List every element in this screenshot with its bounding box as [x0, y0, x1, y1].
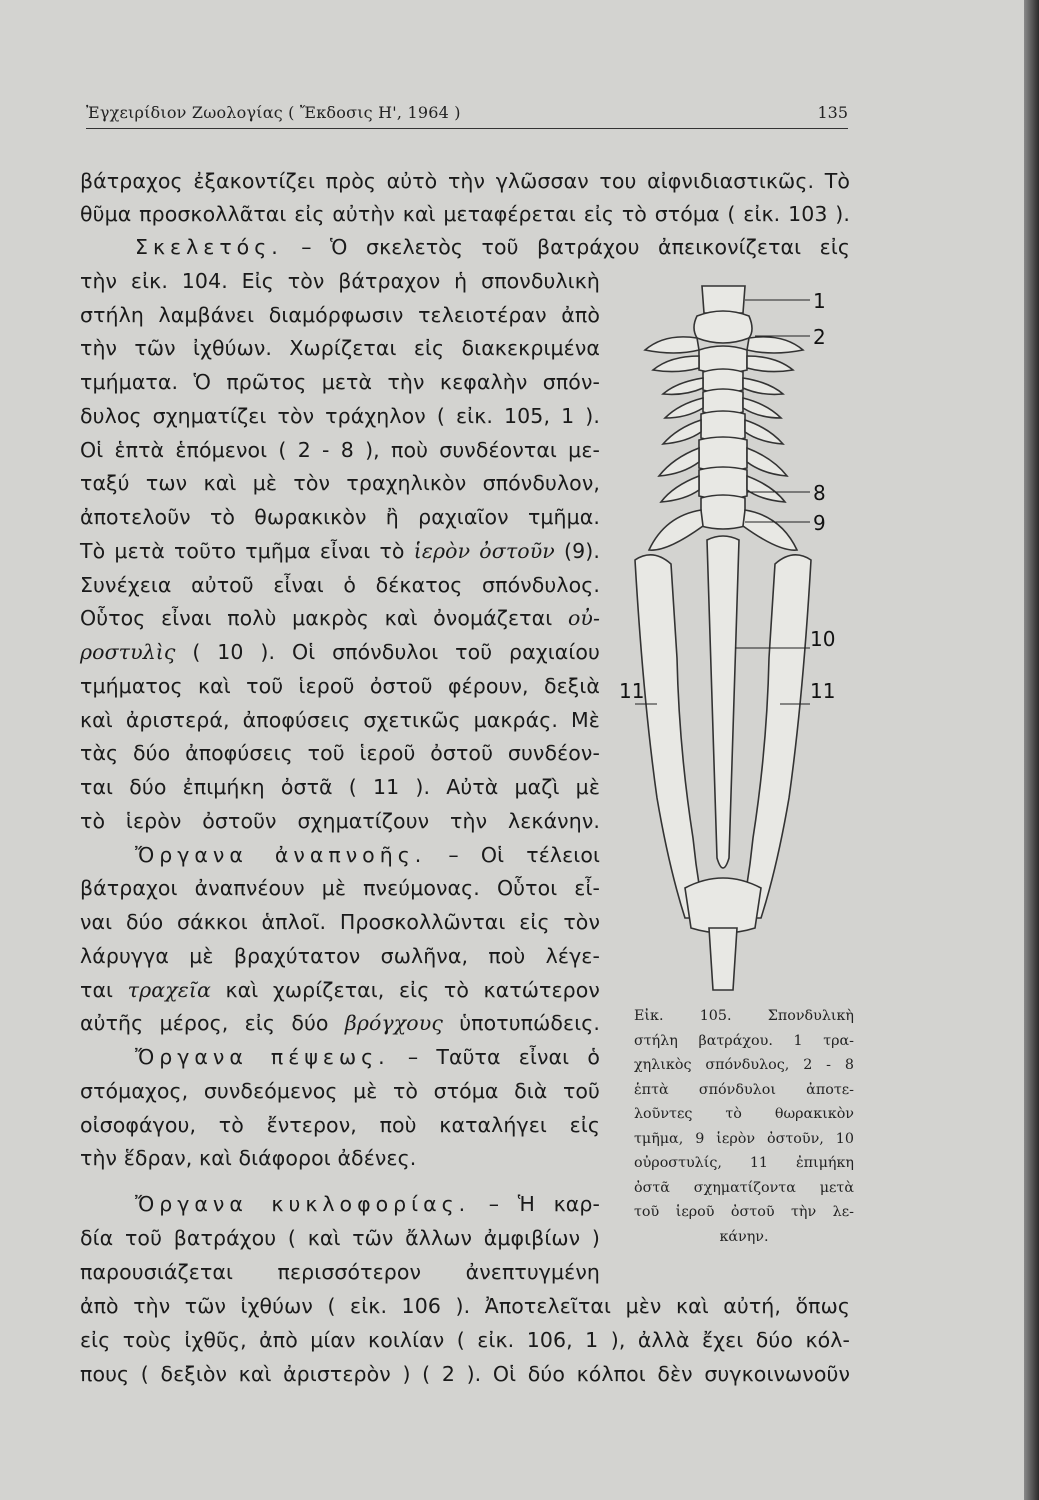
caption-line: τοῦ ἱεροῦ ὀστοῦ τὴν λε- — [634, 1204, 854, 1220]
label-2: 2 — [813, 325, 826, 349]
header-rule — [86, 128, 848, 129]
text-line: δυλος σχηματίζει τὸν τράχηλον ( εἰκ. 105, 1 ). — [80, 404, 600, 428]
section-term-circulation: Ὄργανα κυκλοφορίας. — [135, 1192, 471, 1216]
term-urostyle-cont: ροστυλὶς — [80, 640, 176, 664]
section-term-skeleton: Σκελετός. — [135, 235, 283, 259]
caption-line: ὀστᾶ σχηματίζοντα μετὰ — [634, 1179, 854, 1196]
label-11-right: 11 — [810, 679, 836, 703]
section-term-digestion: Ὄργανα πέψεως. — [135, 1045, 390, 1069]
text-line: τὸ ἱερὸν ὀστοῦν σχηματίζουν τὴν λεκάνην. — [80, 809, 600, 833]
text-line: τὰς δύο ἀποφύσεις τοῦ ἱεροῦ ὀστοῦ συνδέον- — [80, 741, 600, 765]
caption-line: τμῆμα, 9 ἱερὸν ὀστοῦν, 10 — [634, 1130, 854, 1147]
text-line: εἰς τοὺς ἰχθῦς, ἀπὸ μίαν κοιλίαν ( εἰκ. 106, 1 ), ἀλλὰ ἔχει δύο κόλ- — [80, 1328, 850, 1352]
text-line: δία τοῦ βατράχου ( καὶ τῶν ἄλλων ἀμφιβίων ) — [80, 1226, 600, 1250]
vertebral-column-illustration — [605, 278, 855, 1018]
text-line: τμήματος καὶ τοῦ ἱεροῦ ὀστοῦ φέρουν, δεξιὰ — [80, 674, 600, 698]
term-sacrum: ἱερὸν ὀστοῦν — [413, 539, 555, 563]
text-line: ται τραχεῖα καὶ χωρίζεται, εἰς τὸ κατώτερον — [80, 978, 600, 1002]
page-edge-shadow — [1024, 0, 1039, 1500]
caption-line: ἑπτὰ σπόνδυλοι ἀποτε- — [634, 1081, 854, 1098]
caption-line: λοῦντες τὸ θωρακικὸν — [634, 1106, 854, 1122]
text-line: Τὸ μετὰ τοῦτο τμῆμα εἶναι τὸ ἱερὸν ὀστοῦν (9). — [80, 539, 600, 563]
label-11-left: 11 — [619, 679, 645, 703]
figure-caption — [634, 1004, 854, 1249]
text-line: Οὗτος εἶναι πολὺ μακρὸς καὶ ὀνομάζεται οὐ- — [80, 606, 600, 630]
text-line: ταξύ των καὶ μὲ τὸν τραχηλικὸν σπόνδυλον, — [80, 471, 600, 495]
figure-vertebral-column — [605, 278, 855, 1018]
text-line: πους ( δεξιὸν καὶ ἀριστερὸν ) ( 2 ). Οἱ δύο κόλποι δὲν συγκοινωνοῦν — [80, 1362, 850, 1386]
label-8: 8 — [813, 481, 826, 505]
term-urostyle: οὐ- — [567, 606, 600, 630]
label-10: 10 — [810, 627, 836, 651]
term-trachea: τραχεῖα — [127, 978, 211, 1002]
text-line: ναι δύο σάκκοι ἁπλοῖ. Προσκολλῶνται εἰς τὸν — [80, 910, 600, 934]
text-line: ἀποτελοῦν τὸ θωρακικὸν ἢ ραχιαῖον τμῆμα. — [80, 505, 600, 529]
page-number: 135 — [817, 103, 848, 122]
caption-line: χηλικὸς σπόνδυλος, 2 - 8 — [634, 1057, 854, 1073]
text-line: ται δύο ἐπιμήκη ὀστᾶ ( 11 ). Αὐτὰ μαζὶ μὲ — [80, 775, 600, 799]
text-line: βάτραχοι ἀναπνέουν μὲ πνεύμονας. Οὗτοι εἶ- — [80, 876, 600, 900]
running-header — [86, 103, 848, 129]
text-line: θῦμα προσκολλᾶται εἰς αὐτὴν καὶ μεταφέρεται εἰς τὸ στόμα ( εἰκ. 103 ). — [80, 202, 850, 226]
text-line: λάρυγγα μὲ βραχύτατον σωλῆνα, ποὺ λέγε- — [80, 944, 600, 968]
text-line: τὴν ἕδραν, καὶ διάφοροι ἀδένες. — [80, 1146, 417, 1170]
text-line: παρουσιάζεται περισσότερον ἀνεπτυγμένη — [80, 1260, 600, 1284]
text-line: στήλη λαμβάνει διαμόρφωσιν τελειοτέραν ἀπὸ — [80, 303, 600, 327]
section-term-respiration: Ὄργανα ἀναπνοῆς. — [135, 843, 427, 867]
term-bronchi: βρόγχους — [344, 1011, 443, 1035]
text-line: Σκελετός. – Ὁ σκελετὸς τοῦ βατράχου ἀπεικονίζεται εἰς — [135, 235, 851, 259]
caption-line: στήλη βατράχου. 1 τρα- — [634, 1032, 854, 1049]
label-9: 9 — [813, 511, 826, 535]
text-line: στόμαχος, συνδεόμενος μὲ τὸ στόμα διὰ τοῦ — [80, 1079, 600, 1103]
text-line: Ὄργανα κυκλοφορίας. – Ἡ καρ- — [135, 1192, 600, 1216]
text-line: Ὄργανα ἀναπνοῆς. – Οἱ τέλειοι — [135, 843, 600, 867]
text-line: τὴν εἰκ. 104. Εἰς τὸν βάτραχον ἡ σπονδυλικὴ — [80, 269, 600, 293]
caption-line: κάνην. — [719, 1228, 769, 1245]
header-title: Ἐγχειρίδιον Ζωολογίας ( Ἔκδοσις Η', 1964 ) — [86, 103, 461, 122]
text-line: Οἱ ἑπτὰ ἑπόμενοι ( 2 - 8 ), ποὺ συνδέονται με- — [80, 438, 600, 462]
text-line: τμήματα. Ὁ πρῶτος μετὰ τὴν κεφαλὴν σπόν- — [80, 370, 600, 394]
label-1: 1 — [813, 289, 826, 313]
caption-line: οὐροστυλίς, 11 ἐπιμήκη — [634, 1155, 854, 1171]
caption-line: Εἰκ. 105. Σπονδυλικὴ — [634, 1008, 854, 1024]
text-line: καὶ ἀριστερά, ἀποφύσεις σχετικῶς μακράς. Μὲ — [80, 708, 600, 732]
text-line: οἰσοφάγου, τὸ ἔντερον, ποὺ καταλήγει εἰς — [80, 1113, 600, 1137]
text-line: ἀπὸ τὴν τῶν ἰχθύων ( εἰκ. 106 ). Ἀποτελεῖται μὲν καὶ αὐτή, ὅπως — [80, 1294, 850, 1318]
text-line: Συνέχεια αὐτοῦ εἶναι ὁ δέκατος σπόνδυλος. — [80, 573, 600, 597]
text-line: Ὄργανα πέψεως. – Ταῦτα εἶναι ὁ — [135, 1045, 600, 1069]
text-line: ροστυλὶς ( 10 ). Οἱ σπόνδυλοι τοῦ ραχιαίου — [80, 640, 600, 664]
text-line: τὴν τῶν ἰχθύων. Χωρίζεται εἰς διακεκριμένα — [80, 336, 600, 360]
text-line: αὐτῆς μέρος, εἰς δύο βρόγχους ὑποτυπώδεις. — [80, 1011, 600, 1035]
text-line: βάτραχος ἐξακοντίζει πρὸς αὐτὸ τὴν γλῶσσαν του αἰφνιδιαστικῶς. Τὸ — [80, 169, 850, 193]
